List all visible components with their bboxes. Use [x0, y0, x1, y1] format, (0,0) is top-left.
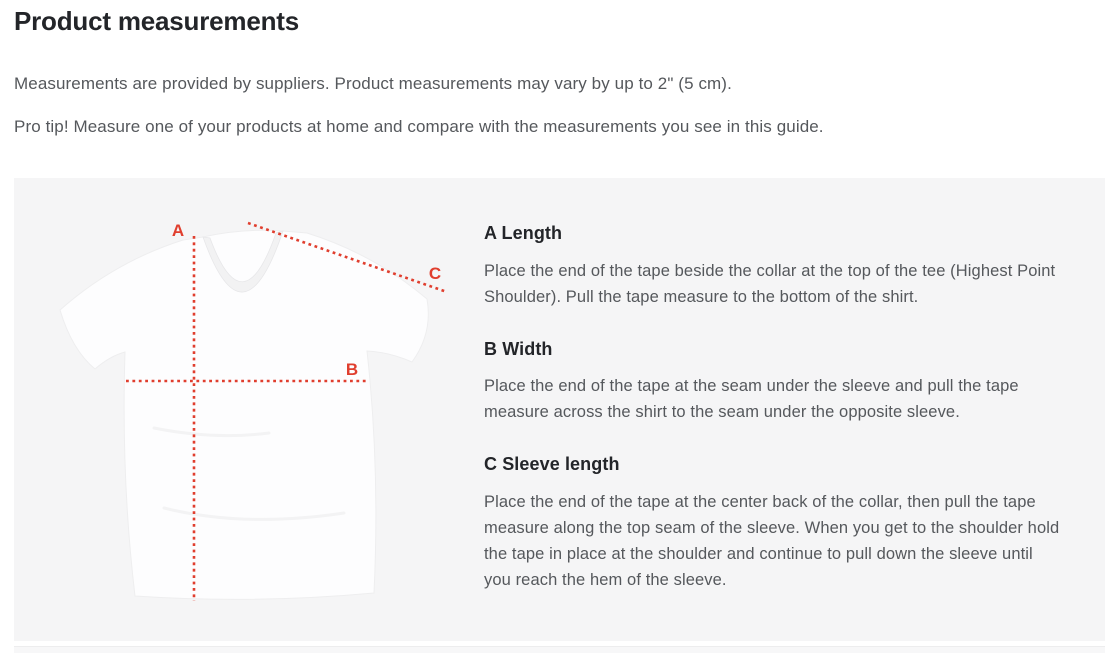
section-body-sleeve-length: Place the end of the tape at the center back of the collar, then pull the tape measure along the top seam of the sleeve. When you get to the shoulder hold the tape in place at the shoulder and continue to pull down the sleeve until you reach the hem of the sleeve.	[484, 492, 1060, 589]
measurement-instructions	[484, 178, 1105, 641]
section-heading-width: B Width	[484, 338, 553, 359]
intro-note: Measurements are provided by suppliers. Product measurements may vary by up to 2" (5 cm).	[14, 74, 732, 94]
section-heading-length: A Length	[484, 223, 563, 244]
intro-pro-tip: Pro tip! Measure one of your products at home and compare with the measurements you see in this guide.	[14, 117, 824, 137]
tshirt-diagram-svg	[14, 178, 484, 641]
page-title: Product measurements	[14, 6, 299, 36]
marker-c-label: C	[428, 264, 442, 284]
marker-a-label: A	[171, 221, 185, 241]
section-body-width: Place the end of the tape at the seam under the sleeve and pull the tape measure across the shirt to the seam under the opposite sleeve.	[484, 377, 1019, 422]
measurement-guide-panel	[14, 178, 1105, 641]
next-section-edge	[14, 646, 1105, 653]
section-body-length: Place the end of the tape beside the collar at the top of the tee (Highest Point Shoulder). Pull the tape measure to the bottom of the shirt.	[484, 261, 1056, 306]
marker-b-label: B	[345, 360, 359, 380]
section-heading-sleeve-length: C Sleeve length	[484, 454, 620, 475]
tshirt-measurement-diagram	[14, 178, 484, 641]
